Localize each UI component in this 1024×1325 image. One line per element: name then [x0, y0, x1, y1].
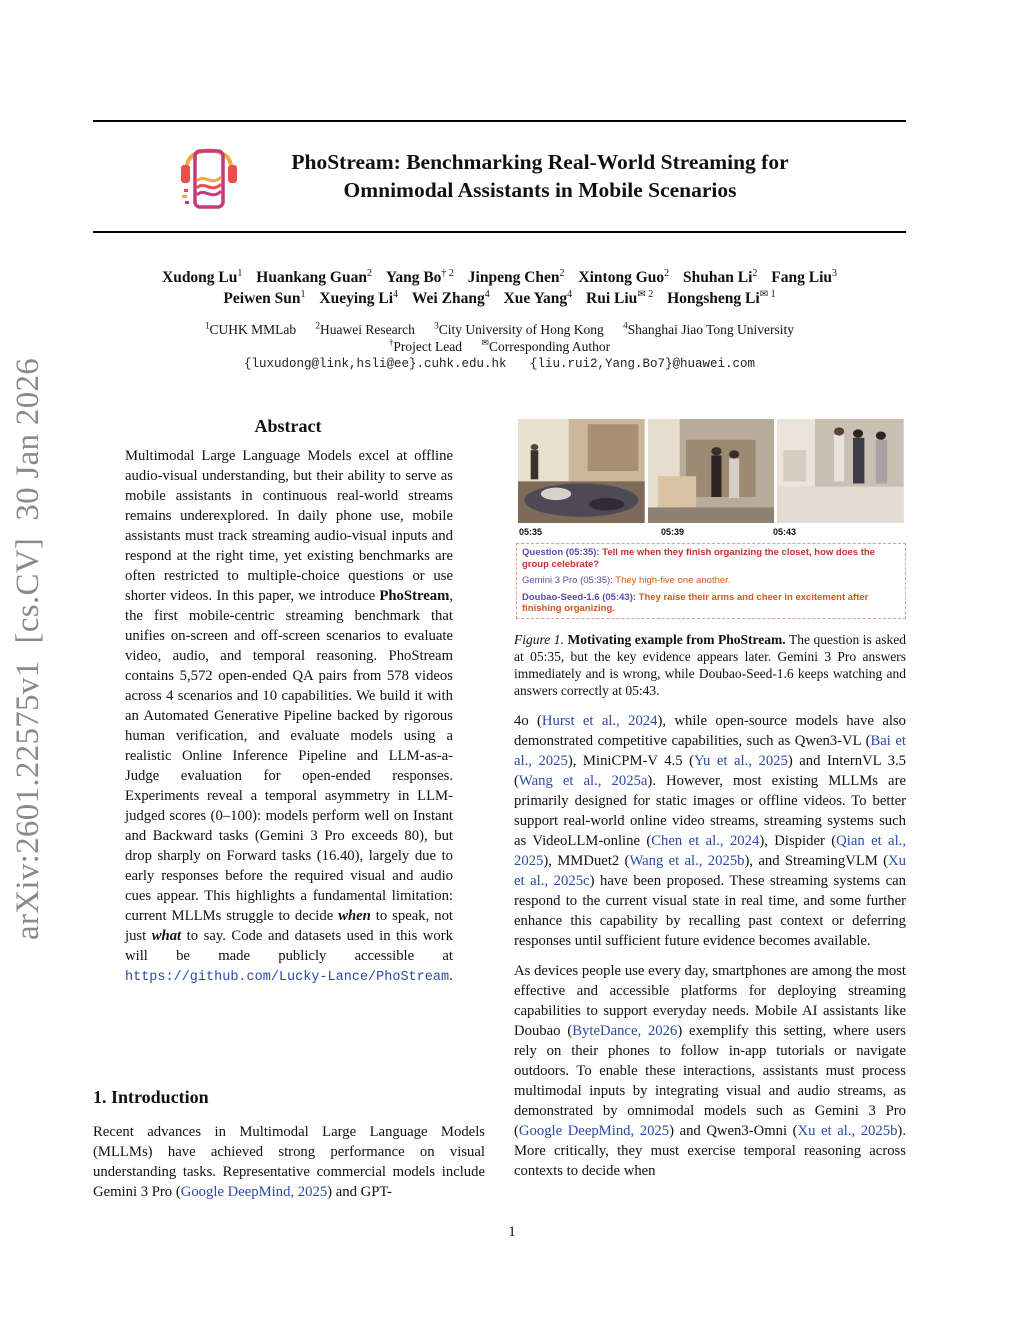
text-run: 4o (: [514, 713, 542, 729]
text-run: ), and StreamingVLM (: [744, 853, 889, 869]
video-frame-1: [518, 419, 645, 523]
author: Xueying Li$^4$: [319, 289, 399, 308]
title-line-2: Omnimodal Assistants in Mobile Scenarios: [343, 178, 737, 202]
question-line: Question (05:35): Tell me when they finish organizing the closet, how does the group celebrate?: [522, 547, 875, 570]
figure-1-caption: Figure 1. Motivating example from PhoStream. The question is asked at 05:35, but the key evidence appears later. Gemini 3 Pro answers immediately and is wrong, while Doubao-Seed-1.6 keeps watching and answers correctly at 05:43.: [514, 632, 907, 698]
paragraph: [514, 711, 906, 951]
text-run: ) and InternVL 3.5 (: [514, 753, 906, 789]
role: ✉Corresponding Author: [481, 337, 611, 354]
text-run: ), while open-source models have also demonstrated competitive capabilities, such as Qwen3-VL (: [514, 713, 906, 749]
page-number: 1: [508, 1224, 516, 1240]
text-run: As devices people use every day, smartphones are among the most effective and accessible platforms for deploying streaming capabilities to support everyday needs. Mobile AI assistants like Doubao (: [514, 963, 906, 1039]
video-frame-2: [648, 419, 775, 523]
author: Xudong Lu$^1$: [162, 268, 243, 287]
gemini-answer-line: Gemini 3 Pro (05:35): They high-five one another.: [522, 575, 731, 586]
author-emails: [93, 357, 906, 371]
author: Huankang Guan$^2$: [256, 268, 372, 287]
author-row-2: [93, 289, 906, 308]
citation-link[interactable]: Qian et al., 2025: [514, 833, 907, 869]
title-rule-top: [93, 120, 906, 122]
text-run: ), MiniCPM-V 4.5 (: [567, 753, 695, 769]
text-run: ), Dispider (: [759, 833, 837, 849]
text-run: ). More critically, they must exercise temporal reasoning across contexts to decide when: [514, 1123, 906, 1179]
introduction-heading: 1. Introduction: [93, 1087, 209, 1107]
citation-link[interactable]: Wang et al., 2025a: [518, 773, 648, 789]
frame-timestamp: 05:35: [519, 527, 543, 537]
figure-1-frames: [518, 419, 904, 523]
figure-1-qa-box: [516, 543, 906, 619]
author: Shuhan Li$^2$: [683, 268, 758, 287]
introduction-body: Recent advances in Multimodal Large Language Models (MLLMs) have achieved strong performance on visual understanding tasks. Representative commercial models include Gemini 3 Pro (Google DeepMind, 2025) and GPT-: [93, 1124, 485, 1200]
title-line-1: PhoStream: Benchmarking Real-World Streaming for: [291, 150, 789, 174]
right-column-body: [514, 711, 906, 1191]
text-run: ) have been proposed. These streaming systems can respond to the current visual state in real time, and some further enhance this capability by recalling past context or deferring responses until sufficient future evidence becomes available.: [514, 873, 907, 949]
citation-link[interactable]: Xu et al., 2025b: [797, 1123, 898, 1139]
citation-link[interactable]: Google DeepMind, 2025: [518, 1123, 670, 1139]
author: Xintong Guo$^2$: [578, 268, 670, 287]
affiliation: $^3$City University of Hong Kong: [434, 320, 604, 337]
role: †Project Lead: [388, 337, 463, 354]
arxiv-stamp: arXiv:2601.22575v1 [cs.CV] 30 Jan 2026: [10, 357, 46, 940]
text-run: ), MMDuet2 (: [543, 853, 630, 869]
author-row-1: [93, 268, 906, 287]
citation-link[interactable]: Google DeepMind, 2025: [180, 1184, 328, 1200]
citation-link[interactable]: Bai et al., 2025: [514, 733, 906, 769]
citation-link[interactable]: Wang et al., 2025b: [629, 853, 745, 869]
abstract-body: Multimodal Large Language Models excel at offline audio-visual understanding, but their ability to serve as mobile assistants in continuous real-world streams remains underexplored. In daily phone use, mobile assistants must track streaming audio-visual inputs and respond at the right time, yet existing benchmarks are often restricted to multiple-choice questions or use shorter videos. In this paper, we introduce PhoStream, the first mobile-centric streaming benchmark that unifies on-screen and off-screen scenarios to evaluate video, audio, and temporal reasoning. PhoStream contains 5,572 open-ended QA pairs from 578 videos across 4 scenarios and 10 capabilities. We build it with an Automated Generative Pipeline backed by rigorous human verification, and evaluate models using a realistic Online Inference Pipeline and LLM-as-a-Judge evaluation for open-ended responses. Experiments reveal a temporal asymmetry in LLM-judged scores (0–100): models perform well on Instant and Backward tasks (Gemini 3 Pro exceeds 80), but drop sharply on Forward tasks (16.40), largely due to early responses before the required visual and audio cues appear. This highlights a fundamental limitation: current MLLMs struggle to decide when to speak, not just what to say. Code and datasets used in this work will be made publicly accessible at https://github.com/Lucky-Lance/PhoStream.: [125, 448, 453, 985]
text-run: ) and Qwen3-Omni (: [669, 1123, 798, 1139]
affiliation: $^2$Huawei Research: [315, 320, 415, 337]
text-run: ) exemplify this setting, where users rely on their phones to follow in-app tutorials or navigate outdoors. To enable these interactions, assistants must process multimodal inputs by integrating visual and audio streams, as demonstrated by omnimodal models such as Gemini 3 Pro (: [514, 1023, 906, 1139]
citation-link[interactable]: Chen et al., 2024: [651, 833, 760, 849]
author: Yang Bo$^{\dagger 2}$: [385, 268, 454, 287]
citation-link[interactable]: ByteDance, 2026: [572, 1023, 678, 1039]
phone-headphones-logo-icon: [178, 137, 240, 213]
author: Wei Zhang$^4$: [411, 289, 490, 308]
paragraph: [514, 961, 906, 1181]
email: {luxudong@link,hsli@ee}.cuhk.edu.hk: [243, 357, 507, 371]
affiliations: [93, 320, 906, 338]
citation-link[interactable]: Hurst et al., 2024: [541, 713, 658, 729]
frame-timestamp: 05:39: [661, 527, 685, 537]
video-frame-3: [777, 419, 904, 523]
author: Jinpeng Chen$^2$: [467, 268, 565, 287]
code-link[interactable]: https://github.com/Lucky-Lance/PhoStream: [125, 970, 450, 985]
email: {liu.rui2,Yang.Bo7}@huawei.com: [530, 357, 756, 371]
author: Hongsheng $Li^{✉ 1}$: [667, 289, 776, 308]
citation-link[interactable]: Yu et al., 2025: [694, 753, 788, 769]
abstract-heading: Abstract: [254, 416, 322, 436]
doubao-answer-line: Doubao-Seed-1.6 (05:43): They raise their arms and cheer in excitement after finishing organizing.: [522, 591, 869, 614]
author: Rui Liu$^{✉ 2}$: [586, 289, 654, 308]
author: Peiwen Sun$^1$: [223, 289, 306, 308]
title-rule-bottom: [93, 231, 906, 233]
text-run: ). However, most existing MLLMs are primarily designed for static images or offline videos. To better support real-world online video streams, streaming systems such as VideoLLM-online (: [514, 773, 906, 849]
citation-link[interactable]: Xu et al., 2025c: [514, 853, 906, 889]
author: Xue Yang$^4$: [503, 289, 573, 308]
affiliation: $^1$CUHK MMLab: [204, 320, 297, 337]
author-roles: [93, 337, 906, 355]
frame-timestamp: 05:43: [773, 527, 797, 537]
author: Fang Liu$^3$: [771, 268, 837, 287]
affiliation: $^4$Shanghai Jiao Tong University: [623, 320, 794, 337]
paper-title: [240, 148, 840, 204]
